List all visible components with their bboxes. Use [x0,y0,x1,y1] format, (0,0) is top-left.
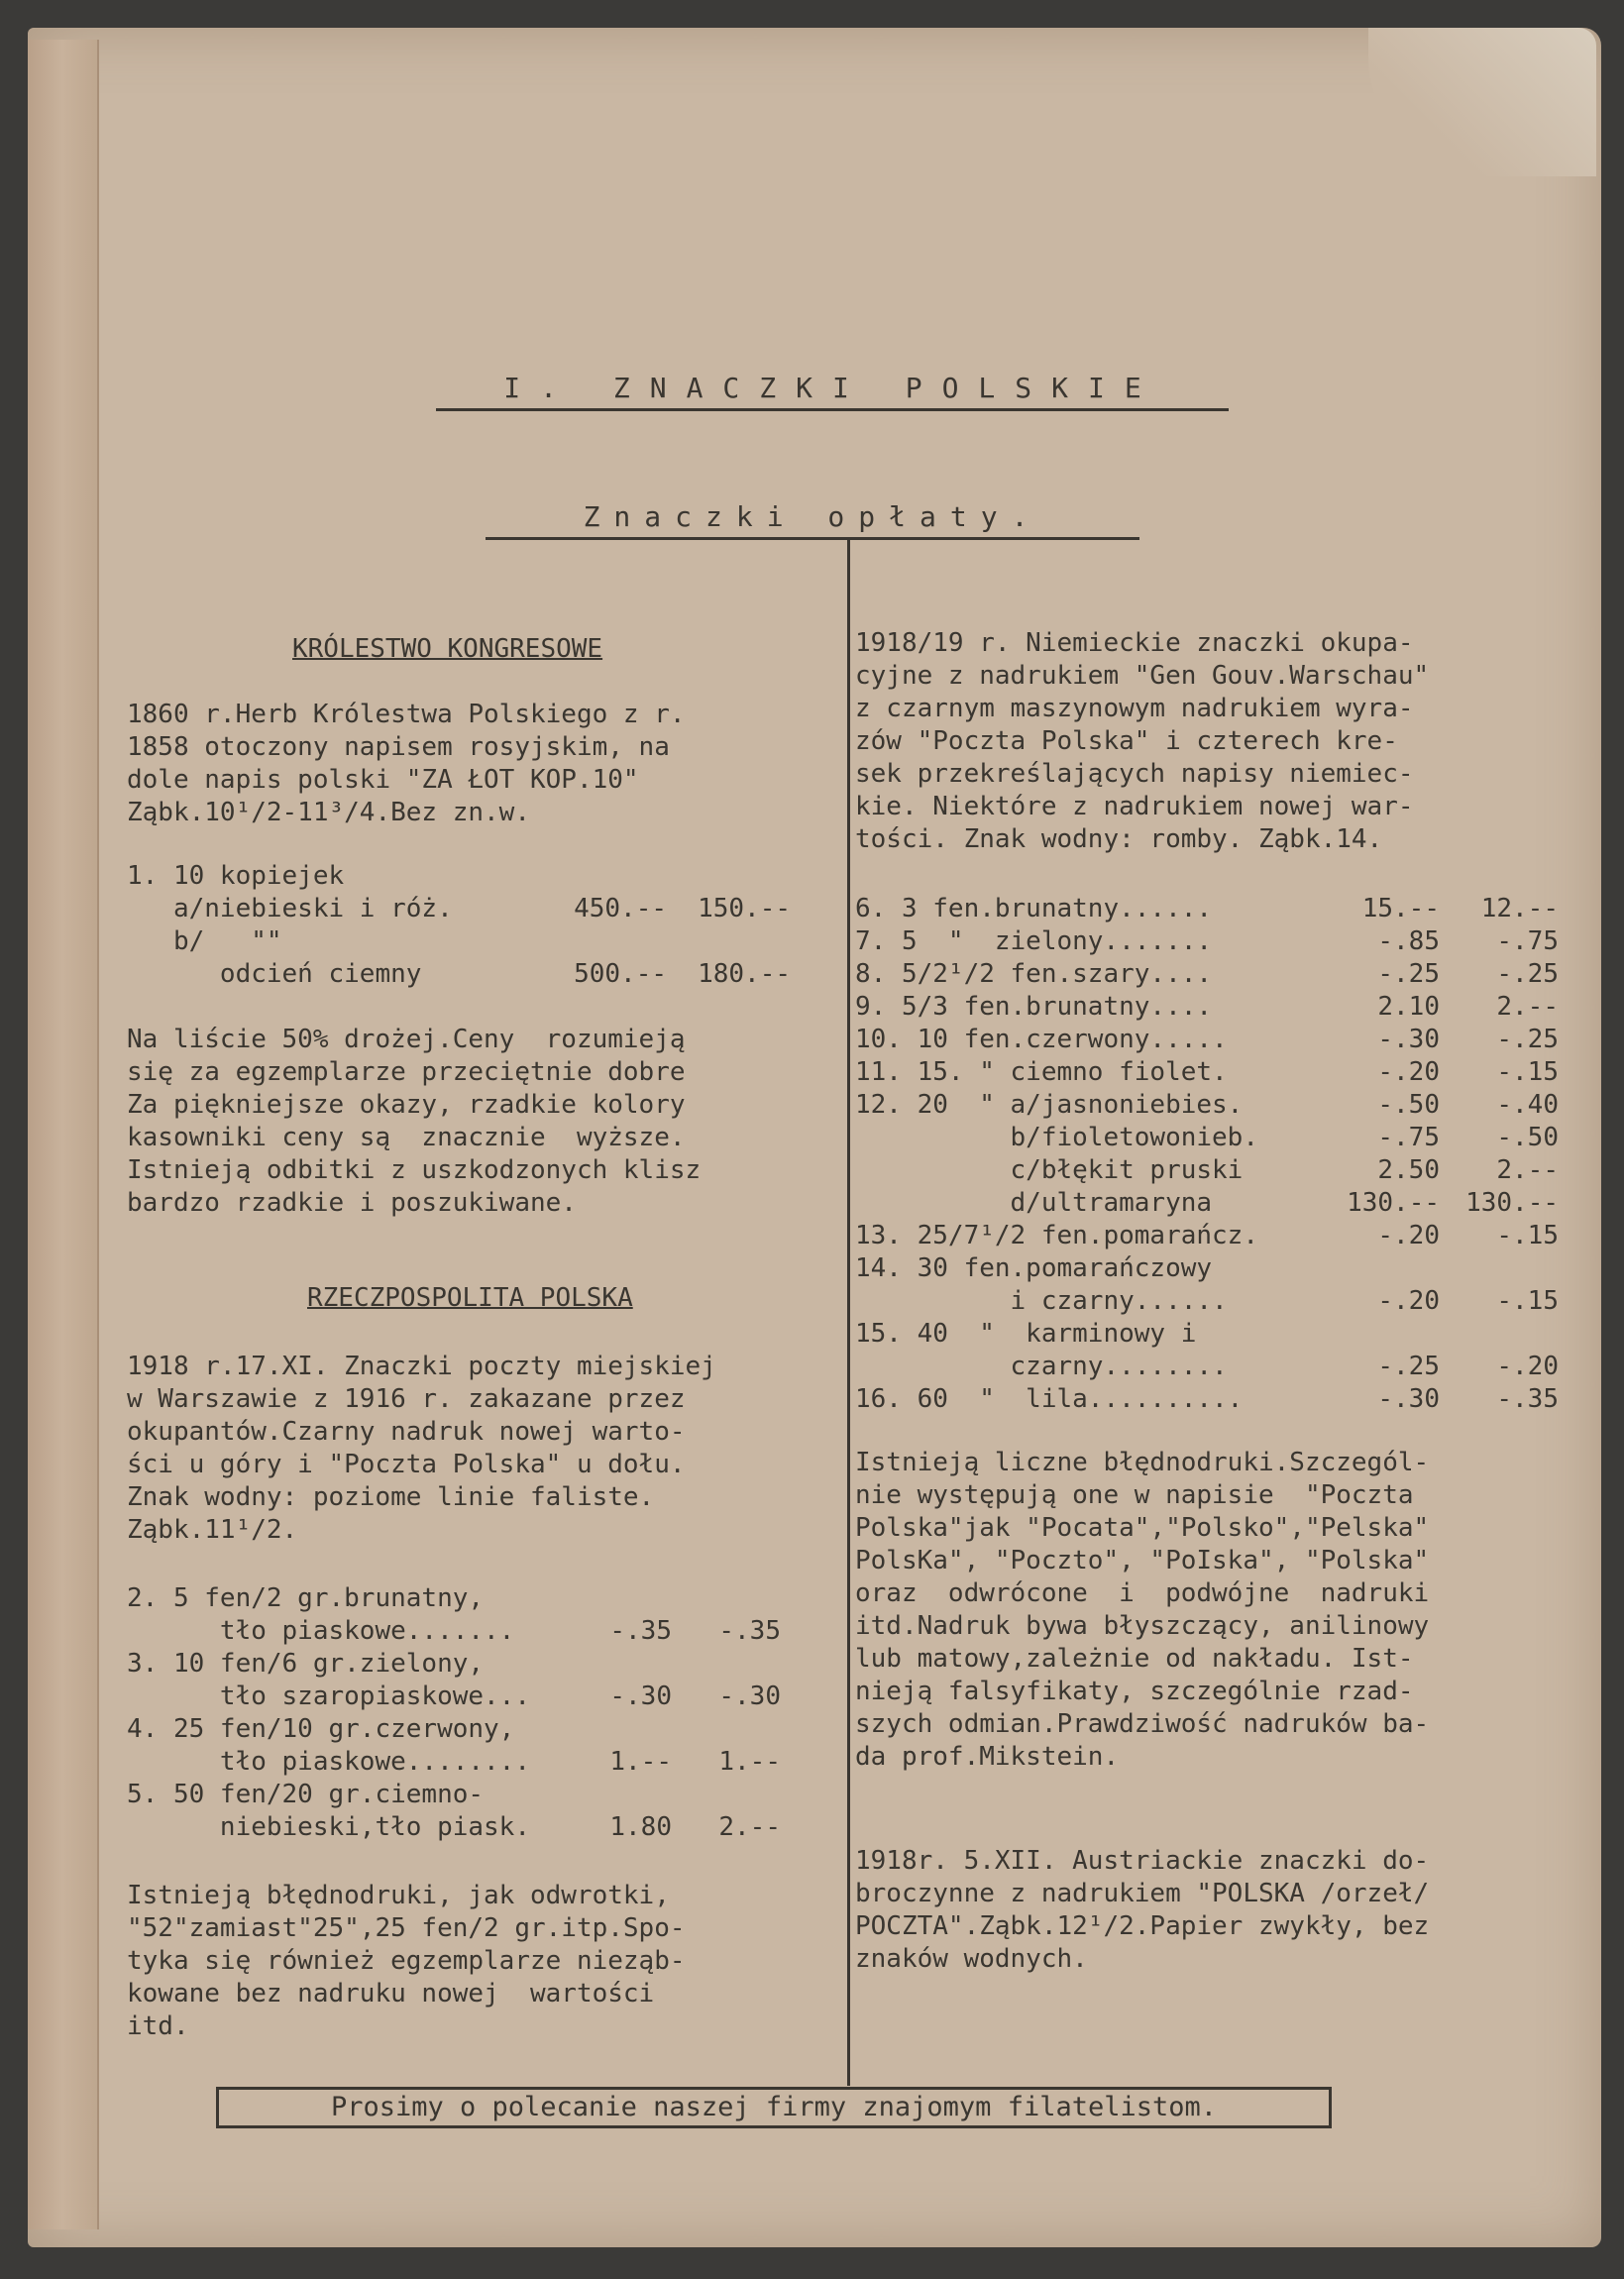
price-used: -.15 [1496,1286,1559,1316]
price-used: -.30 [718,1682,781,1711]
section-intro-rzeczpospolita: 1918 r.17.XI. Znaczki poczty miejskiej w Warszawie z 1916 r. zakazane przez okupantów.Czarny nadruk nowej warto- ści u góry i "Poczta Polska" u dołu. Znak wodny: poziome linie faliste. Ząbk.11¹/2. [127,1352,716,1545]
price-row [855,925,1569,958]
item-description: tło piaskowe........ [127,1747,530,1777]
price-used: 150.-- [698,894,791,923]
item-description: 16. 60 " lila.......... [855,1384,1244,1414]
item-description: 7. 5 " zielony....... [855,926,1213,956]
note-austriackie: 1918r. 5.XII. Austriackie znaczki do- broczynne z nadrukiem "POLSKA /orzeł/ POCZTA".Ząbk.12¹/2.Papier zwykły, bez znaków wodnych. [855,1846,1430,1974]
price-row [127,1681,840,1713]
price-used [1440,1318,1559,1351]
price-used [672,1713,781,1746]
item-description: tło szaropiaskowe... [127,1682,530,1711]
price-row [855,1285,1569,1318]
price-list-rzeczpospolita [127,1582,840,1844]
item-description: tło piaskowe....... [127,1616,515,1646]
price-unused: -.75 [1377,1123,1440,1152]
item-description: 3. 10 fen/6 gr.zielony, [127,1649,485,1679]
item-description: 15. 40 " karminowy i [855,1319,1197,1349]
price-row [855,1154,1569,1187]
price-unused [563,1713,672,1746]
price-used: -.75 [1496,926,1559,956]
item-description: 10. 10 fen.czerwony..... [855,1025,1228,1054]
price-used: -.50 [1496,1123,1559,1152]
price-unused: 500.-- [574,959,667,989]
note-rzeczpospolita: Istnieją błędnodruki, jak odwrotki, "52"zamiast"25",25 fen/2 gr.itp.Spo- tyka się również egzemplarze nieząb- kowane bez nadruku nowej wartości itd. [127,1881,686,2041]
item-description: 6. 3 fen.brunatny...... [855,894,1213,923]
price-list-krolestwo [127,893,840,991]
price-unused: -.85 [1377,926,1440,956]
price-unused: -.20 [1377,1057,1440,1087]
price-unused: 2.50 [1377,1155,1440,1185]
page-title: I. ZNACZKI POLSKIE [436,372,1229,411]
item-description: a/niebieski i róż. [127,894,453,923]
page-subtitle: Znaczki opłaty. [486,500,1139,540]
price-used: 1.-- [718,1747,781,1777]
price-row [855,1122,1569,1154]
item-description: b/fioletowonieb. [855,1123,1258,1152]
item-description: 12. 20 " a/jasnoniebies. [855,1090,1244,1120]
binding-spine [28,40,99,2229]
price-row [855,1187,1569,1220]
price-row [855,1056,1569,1089]
price-row [127,1648,840,1681]
price-used: -.35 [718,1616,781,1646]
price-used: 2.-- [1496,1155,1559,1185]
price-used: -.40 [1496,1090,1559,1120]
price-used: -.25 [1496,1025,1559,1054]
price-used: -.35 [1496,1384,1559,1414]
item-description: 8. 5/2¹/2 fen.szary.... [855,959,1213,989]
price-unused: -.30 [1377,1025,1440,1054]
price-list-okupacyjne [855,893,1569,1416]
price-used [672,1648,781,1681]
price-unused: -.20 [1377,1221,1440,1250]
item-description: 2. 5 fen/2 gr.brunatny, [127,1583,485,1613]
price-unused: 130.-- [1347,1188,1440,1218]
price-used: 180.-- [698,959,791,989]
price-row [127,893,840,925]
price-used: 12.-- [1480,894,1559,923]
price-row [127,925,840,958]
price-unused [563,1582,672,1615]
price-row [855,1252,1569,1285]
item-description: czarny........ [855,1352,1228,1381]
price-row [127,1713,840,1746]
price-used: 2.-- [1496,992,1559,1022]
item-description: 13. 25/7¹/2 fen.pomarańcz. [855,1221,1258,1250]
price-row [855,958,1569,991]
price-unused: -.50 [1377,1090,1440,1120]
price-used: -.25 [1496,959,1559,989]
price-used [672,1582,781,1615]
price-row [855,991,1569,1024]
item-description: 5. 50 fen/20 gr.ciemno- [127,1780,485,1809]
note-bledodruki: Istnieją liczne błędnodruki.Szczegól- nie występują one w napisie "Poczta Polska"jak "Pocata","Polsko","Pelska" PolsKa", "Poczto", "PoIska", "Polska" oraz odwrócone i podwójne nadruki itd.Nadruk bywa błyszczący, anilinowy lub matowy,zależnie od nakładu. Ist- nieją falsyfikaty, szczególnie rzad- szych odmian.Prawdziwość nadruków ba- da prof.Mikstein. [855,1448,1430,1772]
price-unused: 2.10 [1377,992,1440,1022]
price-row [855,1351,1569,1383]
section-heading-krolestwo: KRÓLESTWO KONGRESOWE [292,634,603,664]
price-row [127,958,840,991]
price-row [855,1220,1569,1252]
price-row [127,1811,840,1844]
price-row [855,1089,1569,1122]
price-row [855,893,1569,925]
price-unused: 1.-- [609,1747,672,1777]
price-unused: -.25 [1377,1352,1440,1381]
item-description: 4. 25 fen/10 gr.czerwony, [127,1714,515,1744]
price-used [667,925,791,958]
item-description: b/ "" [127,926,282,956]
item-description: 11. 15. " ciemno fiolet. [855,1057,1228,1087]
price-unused [1321,1252,1440,1285]
price-unused: -.25 [1377,959,1440,989]
price-used [672,1779,781,1811]
price-used [1440,1252,1559,1285]
price-row [855,1383,1569,1416]
footer-box: Prosimy o polecanie naszej firmy znajomym filatelistom. [216,2087,1332,2128]
price-unused [1321,1318,1440,1351]
price-row [127,1615,840,1648]
price-unused: 1.80 [609,1812,672,1842]
price-used: 130.-- [1465,1188,1559,1218]
price-used: 2.-- [718,1812,781,1842]
price-unused: -.30 [1377,1384,1440,1414]
price-unused [563,1648,672,1681]
price-unused [543,925,667,958]
item-title-kopiejek: 1. 10 kopiejek [127,861,345,891]
price-unused: -.30 [609,1682,672,1711]
price-row [127,1582,840,1615]
column-divider [847,540,850,2086]
price-row [127,1779,840,1811]
price-unused [563,1779,672,1811]
price-row [127,1746,840,1779]
price-row [855,1024,1569,1056]
item-description: i czarny...... [855,1286,1228,1316]
section-heading-rzeczpospolita: RZECZPOSPOLITA POLSKA [307,1283,633,1313]
price-used: -.20 [1496,1352,1559,1381]
item-description: d/ultramaryna [855,1188,1213,1218]
price-unused: -.20 [1377,1286,1440,1316]
price-used: -.15 [1496,1221,1559,1250]
note-krolestwo: Na liście 50% drożej.Ceny rozumieją się za egzemplarze przeciętnie dobre Za piękniejsze okazy, rzadkie kolory kasowniki ceny są znacznie wyższe. Istnieją odbitki z uszkodzonych klisz bardzo rzadkie i poszukiwane. [127,1025,702,1218]
item-description: 9. 5/3 fen.brunatny.... [855,992,1213,1022]
price-unused: -.35 [609,1616,672,1646]
item-description: niebieski,tło piask. [127,1812,530,1842]
item-description: odcień ciemny [127,959,422,989]
price-unused: 15.-- [1361,894,1440,923]
price-used: -.15 [1496,1057,1559,1087]
section-intro-krolestwo: 1860 r.Herb Królestwa Polskiego z r. 1858 otoczony napisem rosyjskim, na dole napis polski "ZA ŁOT KOP.10" Ząbk.10¹/2-11³/4.Bez zn.w. [127,700,686,827]
price-row [855,1318,1569,1351]
item-description: 14. 30 fen.pomarańczowy [855,1253,1213,1283]
price-unused: 450.-- [574,894,667,923]
item-description: c/błękit pruski [855,1155,1244,1185]
section-intro-okupacyjne: 1918/19 r. Niemieckie znaczki okupa- cyjne z nadrukiem "Gen Gouv.Warschau" z czarnym maszynowym nadrukiem wyra- zów "Poczta Polska" i czterech kre- sek przekreślających napisy niemiec- kie. Niektóre z nadrukiem nowej war- tości. Znak wodny: romby. Ząbk.14. [855,628,1430,854]
